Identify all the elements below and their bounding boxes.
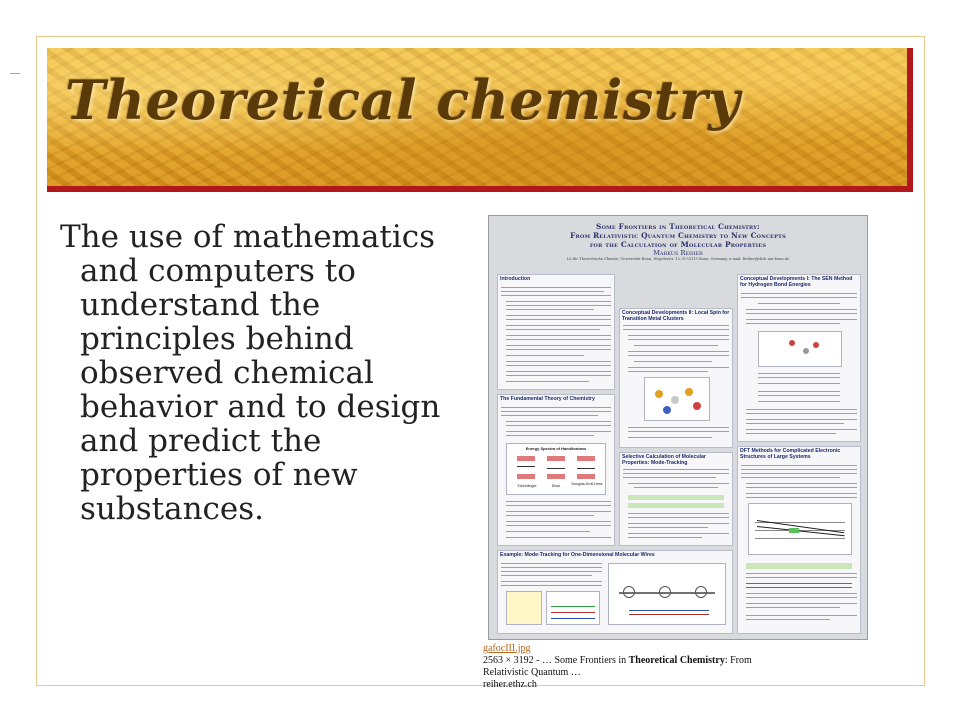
poster-section-conceptual2: [619, 308, 733, 448]
caption-prefix: 2563 × 3192 - … Some Frontiers in: [483, 655, 629, 666]
dft-plot-figure: [748, 503, 852, 555]
image-caption: [483, 643, 863, 691]
plot-figure: [546, 591, 600, 625]
energy-spectra-figure: [506, 443, 606, 495]
sen-figure: [758, 331, 842, 367]
poster-image: [488, 215, 868, 640]
poster-section-heading: Introduction: [500, 276, 531, 282]
title-bottom-stripe: [47, 186, 913, 192]
poster-section-heading: Selective Calculation of Molecular Properties: Mode-Tracking: [622, 454, 706, 466]
poster-section-heading: The Fundamental Theory of Chemistry: [500, 396, 595, 402]
poster-section-heading: DFT Methods for Complicated Electronic Structures of Large Systems: [740, 448, 841, 460]
figure-title: Energy Spectra of Hamiltonians: [525, 446, 587, 451]
poster-title-line1: Some Frontiers in Theoretical Chemistry:: [596, 222, 760, 231]
caption-bold: Theoretical Chemistry: [628, 655, 725, 666]
poster-section-mode-tracking: [497, 550, 733, 634]
title-banner: [47, 48, 913, 192]
poster-header: [499, 222, 857, 262]
slide-title: Theoretical chemistry: [65, 68, 741, 132]
poster-section-dft: [737, 446, 861, 634]
figure-label-dirac: Dirac: [551, 484, 561, 488]
poster-author: Markus Reiher: [653, 249, 703, 257]
caption-line-2: Relativistic Quantum …: [483, 667, 581, 678]
molecule-figure: [608, 563, 726, 625]
poster-title-line2: From Relativistic Quantum Chemistry to New Concepts: [570, 231, 786, 240]
highlight-note: [506, 591, 542, 625]
accent-dash: [10, 73, 20, 74]
cluster-figure: [644, 377, 710, 421]
slide-body-text: The use of mathematics and computers to understand the principles behind observed chemical behavior and to design and predict the properties of new substances.: [60, 219, 441, 527]
poster-section-intro: [497, 274, 615, 390]
poster-section-selective: [619, 452, 733, 546]
figure-label-dkh: Douglas-Kroll-Hess: [571, 482, 603, 486]
poster-section-heading: Conceptual Developments II: Local Spin for Transition Metal Clusters: [622, 310, 730, 322]
poster-section-conceptual1: [737, 274, 861, 442]
poster-affiliation: LS für Theoretische Chemie, Universität Bonn, Wegelerstr. 12, D-53115 Bonn, Germany, e-mail: Reiher@thch.uni-bonn.de: [566, 257, 790, 261]
image-source-link[interactable]: gafocIII.jpg: [483, 643, 531, 654]
poster-section-heading: Conceptual Developments I: The SEN Method for Hydrogen Bond Energies: [740, 276, 853, 288]
poster-section-heading: Example: Mode-Tracking for One-Dimensional Molecular Wires: [500, 552, 655, 558]
poster-section-fundamental: [497, 394, 615, 546]
figure-label-schrodinger: Schrödinger: [517, 484, 537, 488]
title-right-stripe: [907, 48, 913, 192]
caption-line-1: [483, 655, 863, 667]
caption-suffix: : From: [724, 655, 752, 666]
poster-title-line3: for the Calculation of Molecular Properties: [589, 240, 767, 249]
caption-source-domain: reiher.ethz.ch: [483, 679, 537, 690]
